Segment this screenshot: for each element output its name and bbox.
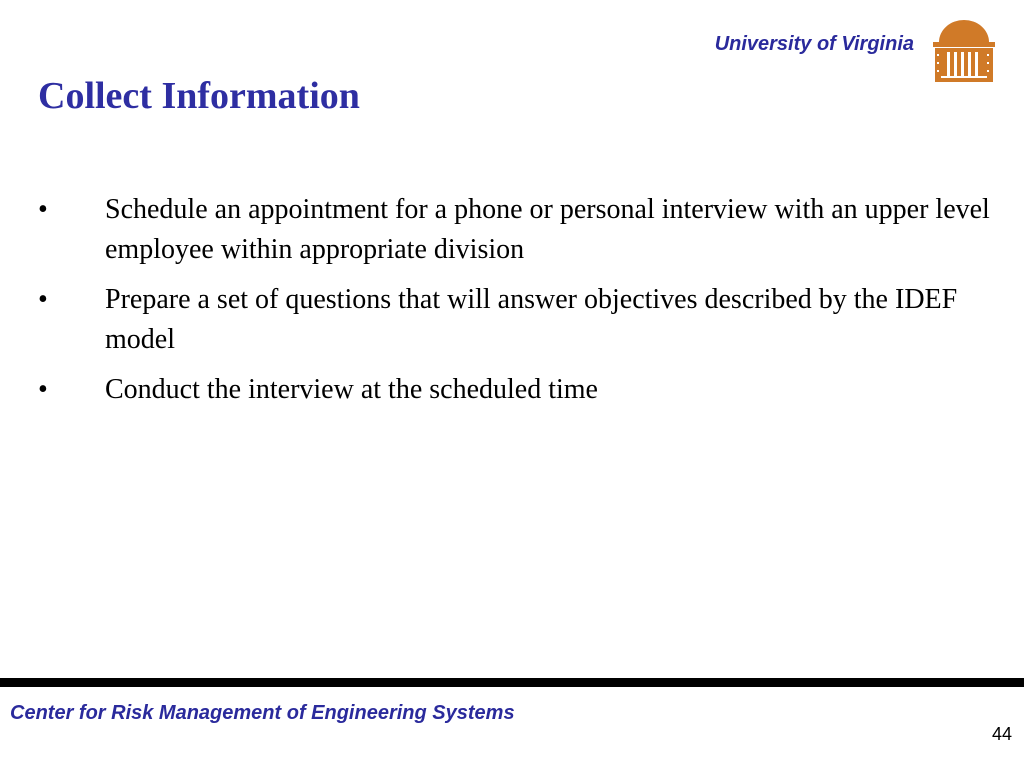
university-name: University of Virginia xyxy=(714,33,914,55)
bullet-text: Schedule an appointment for a phone or personal interview with an upper level employee within appropriate division xyxy=(105,194,990,265)
footer-divider xyxy=(0,678,1024,687)
list-item xyxy=(38,370,998,410)
bullet-list xyxy=(38,190,998,420)
footer-center-name: Center for Risk Management of Engineering Systems xyxy=(10,702,515,724)
bullet-marker: • xyxy=(38,194,48,225)
bullet-text: Conduct the interview at the scheduled time xyxy=(105,374,598,405)
page-number: 44 xyxy=(991,724,1012,744)
rotunda-logo-icon xyxy=(929,14,999,86)
bullet-marker: • xyxy=(38,284,48,315)
slide-title: Collect Information xyxy=(38,75,360,117)
list-item xyxy=(38,280,998,360)
bullet-marker: • xyxy=(38,374,48,405)
bullet-text: Prepare a set of questions that will answer objectives described by the IDEF model xyxy=(105,284,958,355)
list-item xyxy=(38,190,998,270)
